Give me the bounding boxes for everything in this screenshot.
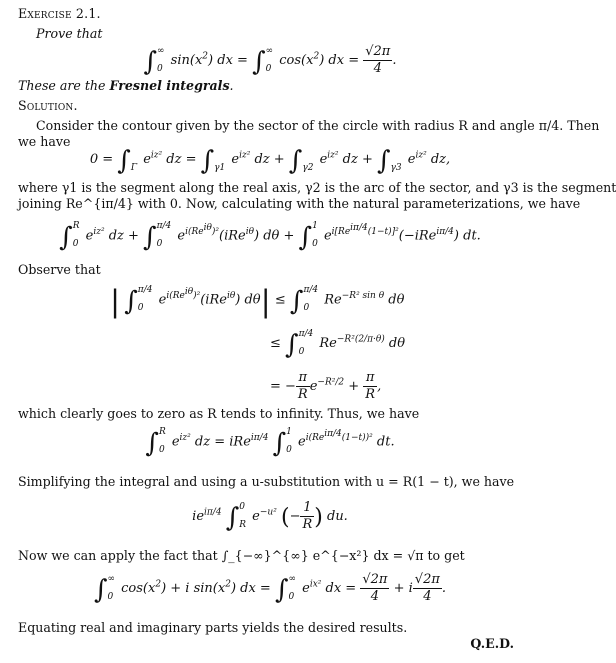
exercise-heading: Exercise 2.1. xyxy=(18,6,101,21)
prove-label: Prove that xyxy=(36,26,103,41)
equation-reduced: ∫R 0 $e^{iz^2}$ dz = iRe$^{i\pi/4}$ ∫1 0 $e^{i(Re^{i\pi/4}(1-t))^2}$ dt. xyxy=(145,427,395,459)
para2-line2: joining Re^{iπ/4} with 0. Now, calculating with the natural parameterizations, we have xyxy=(18,196,581,211)
observe-label: Observe that xyxy=(18,262,101,277)
fresnel-note-bold: Fresnel integrals xyxy=(109,78,230,93)
qed-mark: Q.E.D. xyxy=(470,636,514,651)
para1-line1: Consider the contour given by the sector of the circle with radius R and angle π/4. Then xyxy=(36,118,600,133)
para4: Simplifying the integral and using a u-substitution with u = R(1 − t), we have xyxy=(18,474,515,489)
equation-substitution: $ie^{i\pi/4}$ ∫0 R $e^{-u^2}$ (− $\frac{1}{R}$ ) du. xyxy=(192,500,348,533)
para2-line1: where γ1 is the segment along the real axis, γ2 is the arc of the sector, and γ3 is the segment xyxy=(18,180,616,195)
solution-heading: Solution. xyxy=(18,98,78,113)
inequality-line-2: ≤ ∫π/4 0 $Re^{-R^2(2/\pi\cdot\theta)}$ dθ xyxy=(270,329,406,360)
equation-contour: 0 = ∫ Γ $e^{iz^2}$ dz = ∫ γ1 $e^{iz^2}$ dz + ∫ γ2 $e^{iz^2}$ dz + ∫ γ3 $e^{iz^2}$ dz, xyxy=(89,146,451,176)
equation-parameterization: ∫R 0 $e^{iz^2}$ dz + ∫π/4 0 $e^{i(Re^{i\theta})^2}(iRe^{i\theta}) d\theta + \int 1$ 0 $e^{i[Re^{i\pi/4}(1-t)]^2}(-iRe^{i\pi/4})$ dt. xyxy=(59,221,481,253)
para1-line2: we have xyxy=(18,134,71,149)
para3: which clearly goes to zero as R tends to infinity. Thus, we have xyxy=(18,406,420,421)
equation-final: ∫∞ 0 $\cos(x^2) + i$ $\sin(x^2)$ dx = ∫∞ 0 $e^{ix^2}$ dx = $\frac{√2\pi}{4}$ + i $\frac{√2\pi}{4}$ . xyxy=(93,572,447,605)
equation-fresnel: ∫∞ 0 $\sin(x^2)$ dx = ∫∞ 0 $\cos(x^2)$ dx = $\frac{√2\pi}{4}$ . xyxy=(143,44,397,77)
fresnel-note-prefix: These are the xyxy=(18,78,110,93)
para6: Equating real and imaginary parts yields the desired results. xyxy=(18,620,408,635)
fresnel-note-suffix: . xyxy=(229,78,234,93)
fresnel-note xyxy=(18,78,234,94)
inequality-line-3: = − $\frac{\pi}{R}$ $e^{-R^2/2}$ + $\frac{\pi}{R}$ , xyxy=(270,370,382,402)
inequality-line-1: | ∫π/4 0 $e^{i(Re^{i\theta})^2}(iRe^{i\theta}) d\theta| \le \int\pi/4$ 0 $Re^{-R^2 sin \theta}$ dθ xyxy=(110,284,405,320)
para5: Now we can apply the fact that ∫_{−∞}^{∞} e^{−x²} dx = √π to get xyxy=(18,548,465,563)
